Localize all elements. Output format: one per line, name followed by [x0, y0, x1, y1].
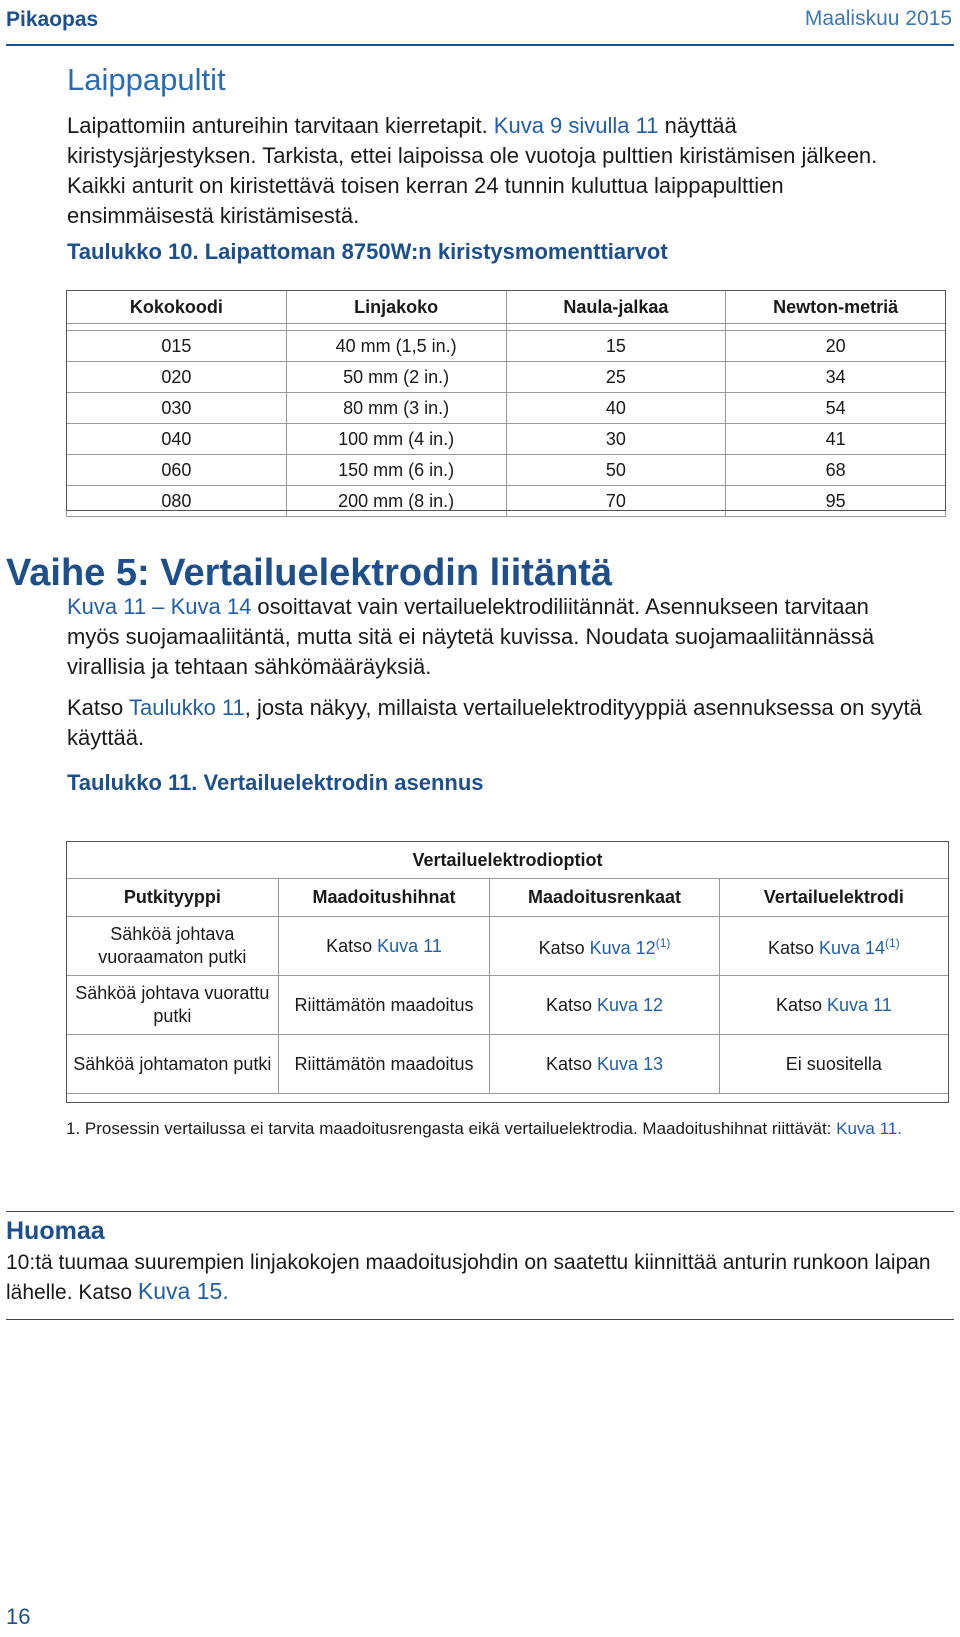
cell: Sähköä johtamaton putki: [67, 1035, 279, 1094]
footnote-ref: (1): [885, 936, 900, 950]
table-row: [67, 486, 946, 517]
th-vertailuelektrodi: Vertailuelektrodi: [719, 879, 948, 917]
th-newton-metria: Newton-metriä: [726, 291, 946, 324]
th-naula-jalkaa: Naula-jalkaa: [506, 291, 726, 324]
cell: Ei suositella: [719, 1035, 948, 1094]
cell: 34: [726, 362, 946, 393]
table11-caption: Taulukko 11. Vertailuelektrodin asennus: [67, 770, 484, 795]
cell: 20: [726, 331, 946, 362]
cell: 200 mm (8 in.): [286, 486, 506, 517]
note-title: Huomaa: [6, 1217, 105, 1245]
kuva11-link[interactable]: Kuva 11: [377, 935, 442, 956]
table-row: [67, 1035, 949, 1094]
cell: 68: [726, 455, 946, 486]
cell: 060: [67, 455, 287, 486]
step5-heading: Vaihe 5: Vertailuelektrodin liitäntä: [6, 552, 613, 594]
cell: 100 mm (4 in.): [286, 424, 506, 455]
table-row: [67, 362, 946, 393]
table-row: [67, 331, 946, 362]
kuva14-link[interactable]: Kuva 14: [818, 938, 886, 958]
note-bottom-rule: [6, 1319, 954, 1320]
kuva11-link[interactable]: Kuva 11: [826, 994, 892, 1015]
group-header: Vertailuelektrodioptiot: [67, 842, 949, 879]
th-linjakoko: Linjakoko: [286, 291, 506, 324]
cell: Katso Kuva 14$^{(1)}$: [719, 917, 948, 976]
cell: Riittämätön maadoitus: [278, 1035, 490, 1094]
kuva14-link[interactable]: Kuva 14: [170, 594, 252, 619]
kuva11-link[interactable]: Kuva 11.: [836, 1119, 902, 1138]
header-divider: [6, 44, 954, 46]
step5-paragraph-2: Katso Taulukko 11, josta näkyy, millaista vertailuelektrodityyppiä asennuksessa on syytä käyttää.: [67, 695, 922, 750]
th-putkityyppi: Putkityyppi: [67, 879, 279, 917]
table10-caption: Taulukko 10. Laipattoman 8750W:n kiristysmomenttiarvot: [67, 239, 668, 264]
cell: 030: [67, 393, 287, 424]
cell: 015: [67, 331, 287, 362]
th-maadoitushihnat: Maadoitushihnat: [278, 879, 490, 917]
cell: 150 mm (6 in.): [286, 455, 506, 486]
torque-table: [66, 290, 946, 517]
cell: Sähköä johtava vuoraamaton putki: [67, 917, 279, 976]
kuva11-link[interactable]: Kuva 11: [67, 594, 147, 619]
section-title: Laippapultit: [67, 62, 226, 97]
step5-paragraph-1: Kuva 11 – Kuva 14 osoittavat vain vertailuelektrodiliitännät. Asennukseen tarvitaan myös suojamaaliitäntä, mutta sitä ei näytetä kuvissa. Noudata suojamaaliitännässä virallisia ja tehtaan sähkömääräyksiä.: [67, 594, 875, 679]
cell: 15: [506, 331, 726, 362]
page-number: 16: [6, 1604, 31, 1629]
cell: 54: [726, 393, 946, 424]
electrode-table: [66, 841, 949, 1094]
cell: 70: [506, 486, 726, 517]
cell: 95: [726, 486, 946, 517]
th-maadoitusrenkaat: Maadoitusrenkaat: [490, 879, 719, 917]
cell: 040: [67, 424, 287, 455]
kuva9-link[interactable]: Kuva 9 sivulla 11: [493, 113, 659, 138]
kuva12-link[interactable]: Kuva 12: [596, 994, 664, 1015]
cell: 020: [67, 362, 287, 393]
table-row: [67, 393, 946, 424]
table-row: [67, 917, 949, 976]
table-row: [67, 455, 946, 486]
taulukko11-link[interactable]: Taulukko 11: [128, 695, 245, 720]
cell: 30: [506, 424, 726, 455]
cell: 40 mm (1,5 in.): [286, 331, 506, 362]
cell: 50 mm (2 in.): [286, 362, 506, 393]
footnote-ref: (1): [655, 936, 671, 950]
cell: Katso Kuva 12: [490, 976, 719, 1035]
kuva15-link[interactable]: Kuva 15.: [137, 1278, 229, 1304]
cell: 80 mm (3 in.): [286, 393, 506, 424]
header-date: Maaliskuu 2015: [804, 7, 952, 30]
table11-footnote: 1. Prosessin vertailussa ei tarvita maadoitusrengasta eikä vertailuelektrodia. Maadoitushihnat riittävät: Kuva 11.: [66, 1119, 902, 1138]
table-row: [67, 424, 946, 455]
cell: 40: [506, 393, 726, 424]
header-doc-type: Pikaopas: [6, 8, 99, 31]
note-text: 10:tä tuumaa suurempien linjakokojen maadoitusjohdin on saatettu kiinnittää anturin runkoon laipan lähelle. Katso Kuva 15.: [6, 1251, 931, 1304]
table-row: [67, 976, 949, 1035]
cell: 080: [67, 486, 287, 517]
cell: Katso Kuva 11: [278, 917, 490, 976]
kuva13-link[interactable]: Kuva 13: [596, 1053, 664, 1074]
th-kokokoodi: Kokokoodi: [67, 291, 287, 324]
cell: Katso Kuva 12$^{(1)}$: [490, 917, 719, 976]
cell: Katso Kuva 11: [719, 976, 948, 1035]
note-top-rule: [6, 1211, 954, 1212]
cell: 50: [506, 455, 726, 486]
kuva12-link[interactable]: Kuva 12: [589, 938, 656, 958]
cell: Katso Kuva 13: [490, 1035, 719, 1094]
cell: Sähköä johtava vuorattu putki: [67, 976, 279, 1035]
cell: 25: [506, 362, 726, 393]
cell: Riittämätön maadoitus: [278, 976, 490, 1035]
cell: 41: [726, 424, 946, 455]
section-paragraph: Laipattomiin antureihin tarvitaan kierretapit. Kuva 9 sivulla 11 näyttää kiristysjärjestyksen. Tarkista, ettei laipoissa ole vuotoja pulttien kiristämisen jälkeen. Kaikki anturit on kiristettävä toisen kerran 24 tunnin kuluttua laippapulttien ensimmäisestä kiristämisestä.: [67, 113, 878, 228]
